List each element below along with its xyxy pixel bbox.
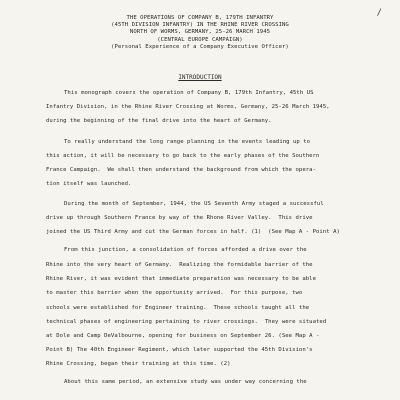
body-line: From this junction, a consolidation of forces afforded a drive over the	[64, 247, 307, 253]
section-heading-text: INTRODUCTION	[178, 74, 222, 81]
body-line: Rhine into the very heart of Germany. Realizing the formidable barrier of the	[46, 262, 313, 268]
body-line: at Dole and Camp DeValbourne, opening for business on September 26. (See Map A -	[46, 333, 320, 339]
body-line: Point B) The 40th Engineer Regiment, which later supported the 45th Division's	[46, 347, 313, 353]
body-line: Rhine River, it was evident that immediate preparation was necessary to be able	[46, 276, 316, 282]
body-line: joined the US Third Army and cut the German forces in half. (1) (See Map A - Point A)	[46, 229, 340, 235]
header-line-3: NORTH OF WORMS, GERMANY, 25-26 MARCH 1945	[129, 29, 271, 36]
header-line-5: (Personal Experience of a Company Executive Officer)	[111, 43, 289, 50]
body-line: this action, it will be necessary to go back to the early phases of the Southern	[46, 153, 320, 159]
body-line: To really understand the long range planning in the events leading up to	[64, 139, 311, 145]
header-line-2: (45TH DIVISION INFANTRY) IN THE RHINE RIVER CROSSING	[111, 22, 289, 29]
body-line: to master this barrier when the opportunity arrived. For this purpose, two	[46, 290, 303, 296]
document-header	[0, 15, 400, 51]
section-heading	[0, 74, 400, 81]
body-line: during the beginning of the final drive into the heart of Germany.	[46, 118, 272, 124]
body-line: About this same period, an extensive study was under way concerning the	[64, 379, 307, 385]
header-line-4: (CENTRAL EUROPE CAMPAIGN)	[157, 36, 243, 43]
body-line: technical phases of engineering pertaining to river crossings. They were situated	[46, 319, 327, 325]
body-line: tion itself was launched.	[46, 181, 132, 187]
body-line: Infantry Division, in the Rhine River Crossing at Worms, Germany, 25-26 March 1945,	[46, 104, 330, 110]
body-line: schools were established for Engineer training. These schools taught all the	[46, 305, 310, 311]
body-line: drive up through Southern France by way of the Rhone River Valley. This drive	[46, 215, 313, 221]
body-line: This monograph covers the operation of Company B, 179th Infantry, 45th US	[64, 90, 314, 96]
body-line: France Campaign. We shall then understand the background from which the opera-	[46, 167, 316, 173]
header-line-1: THE OPERATIONS OF COMPANY B, 179TH INFANTRY	[126, 15, 274, 21]
body-line: Rhine Crossing, began their training at this time. (2)	[46, 361, 231, 367]
body-line: During the month of September, 1944, the US Seventh Army staged a successful	[64, 201, 324, 207]
page-number: /	[376, 8, 382, 18]
